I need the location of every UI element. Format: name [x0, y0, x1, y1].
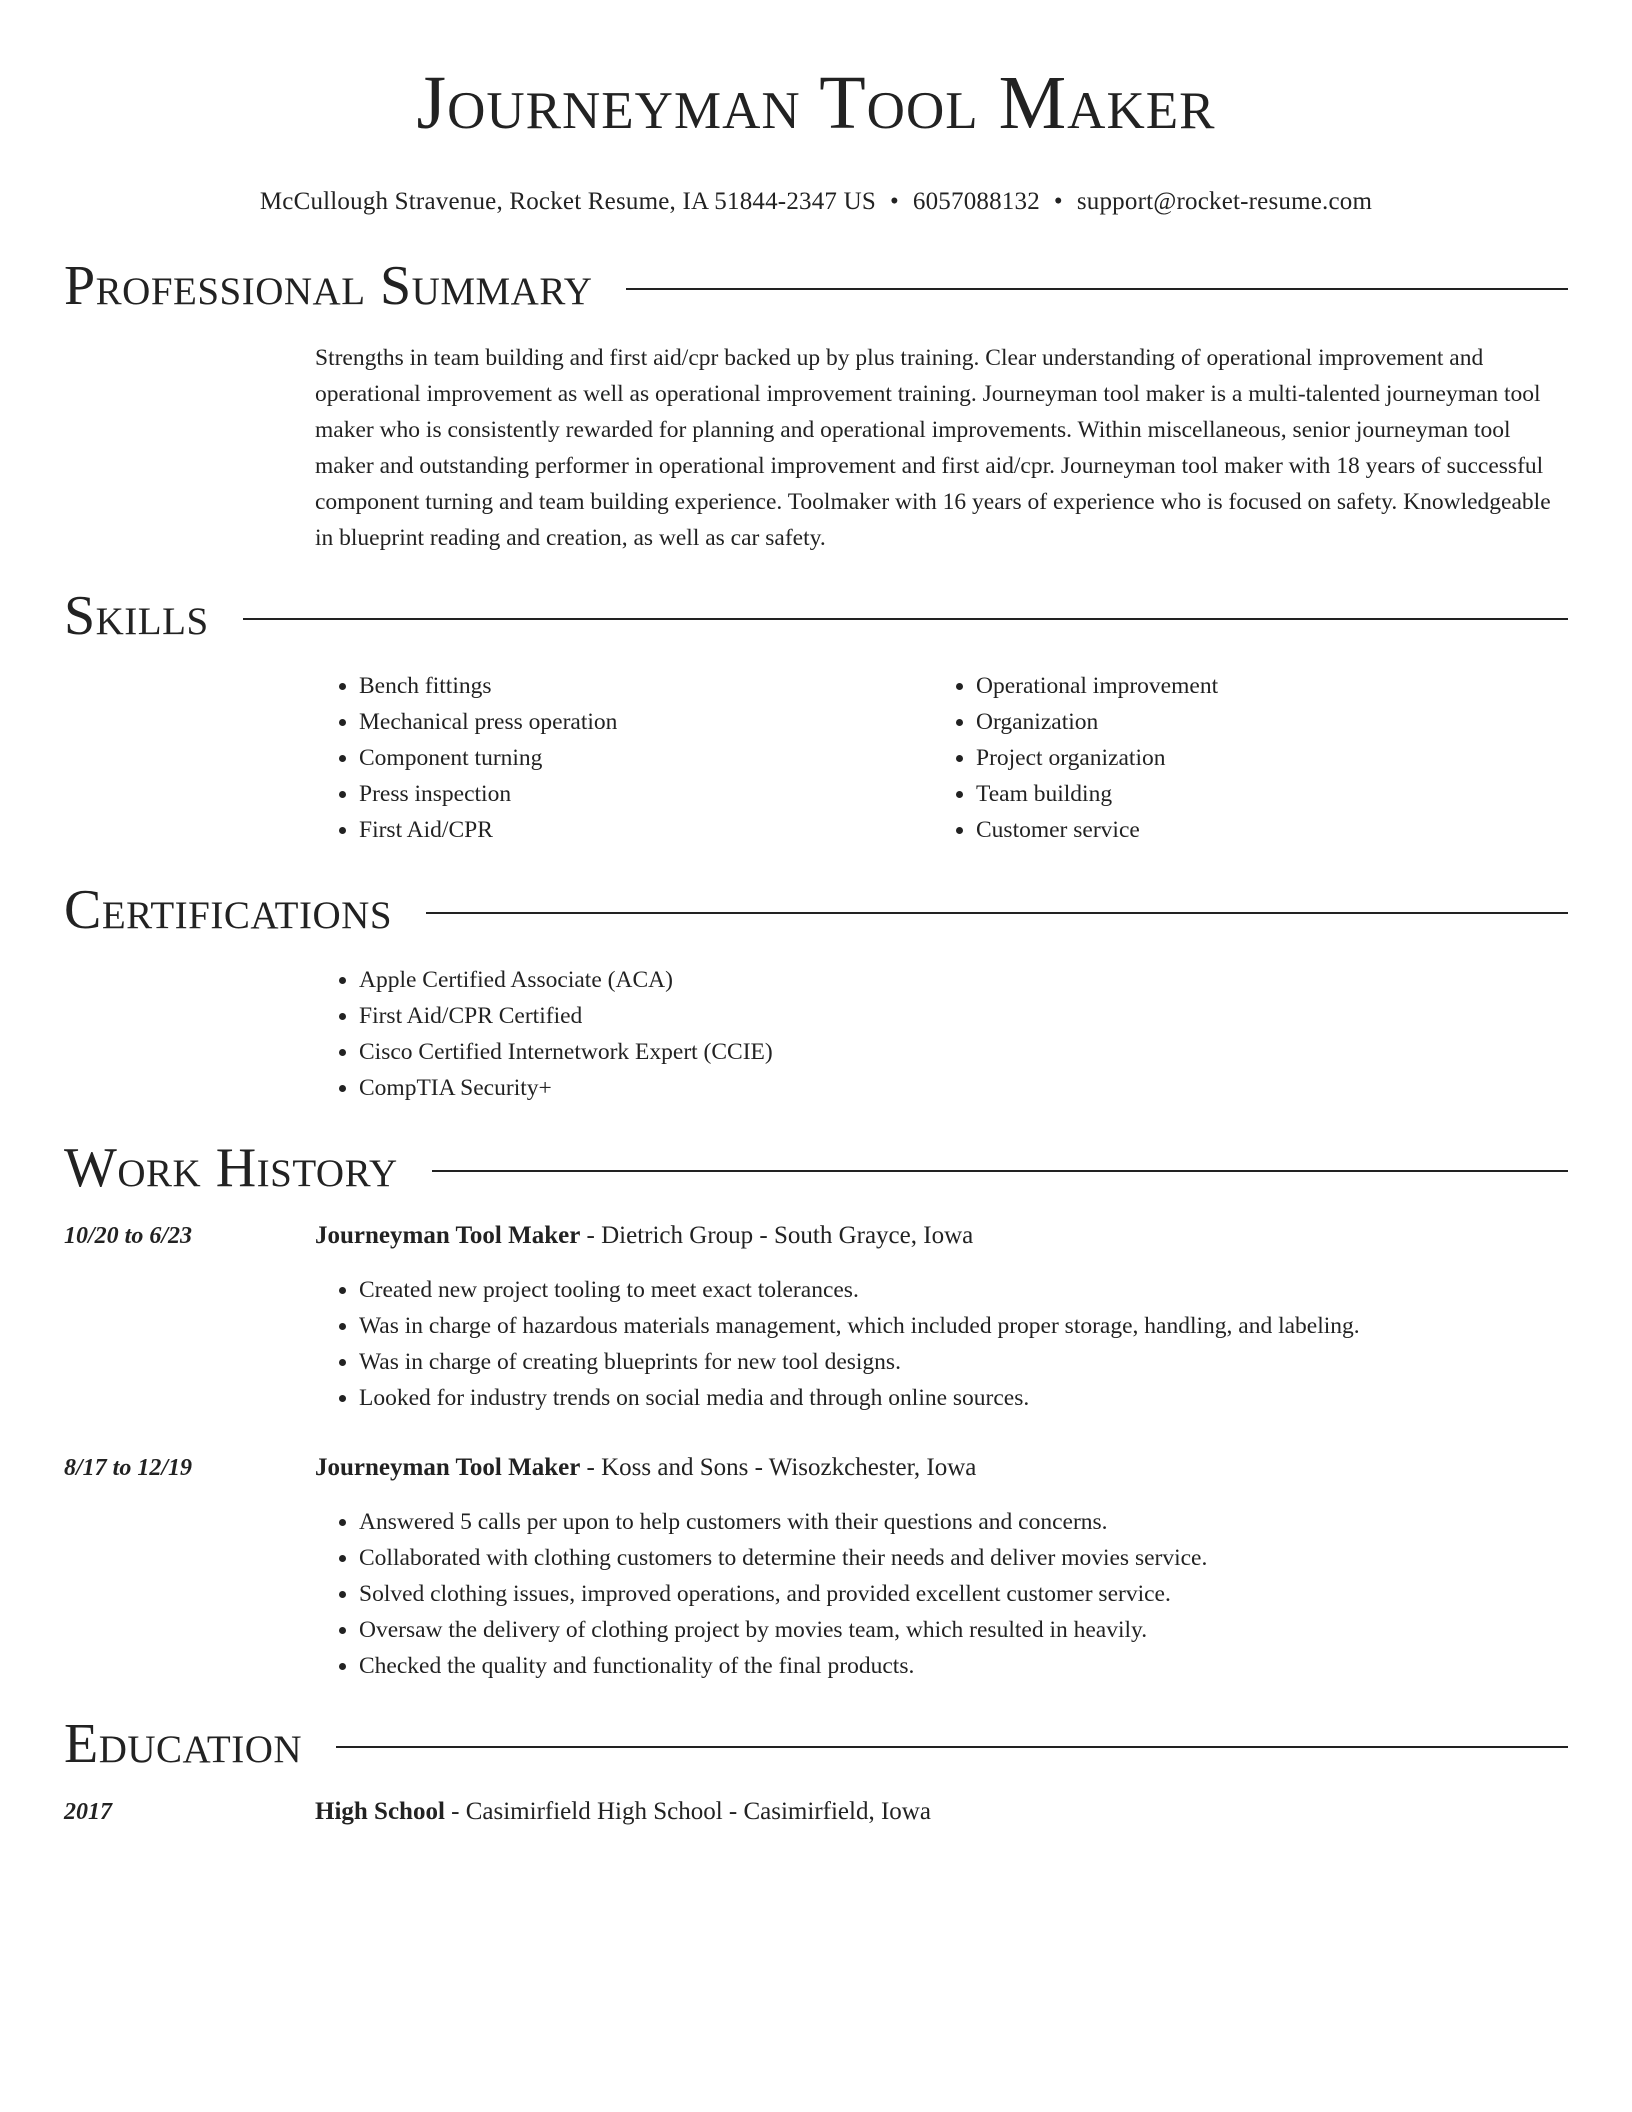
section-divider: [336, 1746, 1568, 1748]
job-header-row: [64, 1450, 1568, 1486]
job-bullet-list: [315, 1272, 1568, 1416]
job-bullet: • Was in charge of hazardous materials management, which included proper storage, handling, and labeling.: [359, 1308, 1568, 1344]
section-divider: [432, 1170, 1568, 1172]
skills-column-left: [315, 668, 932, 848]
skill-item: • Component turning: [359, 740, 932, 776]
certifications-bullets: [315, 962, 1568, 1106]
summary-text: Strengths in team building and first aid/cpr backed up by plus training. Clear understanding of operational improvement and operational improvement as well as operational improvement training. Journeyman tool maker is a multi-talented journeyman tool maker who is consistently rewarded for planning and operational improvements. Within miscellaneous, senior journeyman tool maker and outstanding performer in operational improvement and first aid/cpr. Journeyman tool maker with 18 years of successful component turning and team building experience. Toolmaker with 16 years of experience who is focused on safety. Knowledgeable in blueprint reading and creation, as well as car safety.: [315, 345, 1551, 551]
skills-list: [315, 668, 1568, 848]
job-bullet: • Was in charge of creating blueprints for new tool designs.: [359, 1344, 1568, 1380]
job-bullet: • Checked the quality and functionality of the final products.: [359, 1648, 1568, 1684]
education-row: [64, 1794, 1568, 1830]
skill-item: • Operational improvement: [976, 668, 1549, 704]
skill-item: • Organization: [976, 704, 1549, 740]
job-bullets: [315, 1272, 1568, 1416]
section-divider: [243, 618, 1568, 620]
skill-item: • Bench fittings: [359, 668, 932, 704]
contact-address: McCullough Stravenue, Rocket Resume, IA 51844-2347 US: [259, 188, 876, 215]
certifications-section-title: Certifications: [64, 879, 393, 941]
job-heading: [315, 1450, 976, 1486]
education-heading: [315, 1794, 931, 1830]
contact-phone: 6057088132: [912, 188, 1040, 215]
job-bullet: • Solved clothing issues, improved operations, and provided excellent customer service.: [359, 1576, 1568, 1612]
job-dates: 10/20 to 6/23: [64, 1223, 193, 1249]
skill-item: • Mechanical press operation: [359, 704, 932, 740]
education-degree: High School: [315, 1798, 445, 1825]
contact-separator: •: [1053, 188, 1063, 215]
job-header-row: [64, 1218, 1568, 1254]
contact-separator: •: [889, 188, 899, 215]
job-entry: [64, 1218, 1568, 1416]
job-bullet-list: [315, 1504, 1568, 1684]
job-bullet: • Looked for industry trends on social media and through online sources.: [359, 1380, 1568, 1416]
skill-item: • Customer service: [976, 812, 1549, 848]
resume-title: Journeyman Tool Maker: [416, 61, 1216, 145]
job-bullets: [315, 1504, 1568, 1684]
job-role: Journeyman Tool Maker: [315, 1222, 581, 1249]
certification-item: • Apple Certified Associate (ACA): [359, 962, 1568, 998]
skill-item: • Press inspection: [359, 776, 932, 812]
work-section-title: Work History: [64, 1137, 398, 1199]
skill-item: • Team building: [976, 776, 1549, 812]
summary-section-title: Professional Summary: [64, 255, 593, 317]
summary-section-header: [64, 254, 1568, 318]
job-bullet: • Collaborated with clothing customers to determine their needs and deliver movies service.: [359, 1540, 1568, 1576]
job-details: - Koss and Sons - Wisozkchester, Iowa: [580, 1454, 977, 1481]
job-heading: [315, 1218, 973, 1254]
section-divider: [626, 288, 1568, 290]
education-section-header: [64, 1712, 1568, 1776]
contact-line: [64, 186, 1568, 218]
job-bullet: • Oversaw the delivery of clothing project by movies team, which resulted in heavily.: [359, 1612, 1568, 1648]
skill-item: • First Aid/CPR: [359, 812, 932, 848]
skills-section-title: Skills: [64, 585, 209, 647]
job-dates: 8/17 to 12/19: [64, 1455, 193, 1481]
skills-section-header: [64, 584, 1568, 648]
job-bullet: • Created new project tooling to meet exact tolerances.: [359, 1272, 1568, 1308]
education-details: - Casimirfield High School - Casimirfield, Iowa: [444, 1798, 931, 1825]
job-role: Journeyman Tool Maker: [315, 1454, 581, 1481]
job-bullet: • Answered 5 calls per upon to help customers with their questions and concerns.: [359, 1504, 1568, 1540]
job-entry: [64, 1450, 1568, 1684]
skill-item: • Project organization: [976, 740, 1549, 776]
education-entry: [64, 1794, 1568, 1830]
education-year: 2017: [64, 1799, 112, 1825]
certification-item: • CompTIA Security+: [359, 1070, 1568, 1106]
certifications-section-header: [64, 878, 1568, 942]
contact-email: support@rocket-resume.com: [1076, 188, 1373, 215]
certification-item: • Cisco Certified Internetwork Expert (CCIE): [359, 1034, 1568, 1070]
job-details: - Dietrich Group - South Grayce, Iowa: [580, 1222, 974, 1249]
work-section-header: [64, 1136, 1568, 1200]
skills-column-right: [932, 668, 1549, 848]
section-divider: [426, 912, 1568, 914]
certification-item: • First Aid/CPR Certified: [359, 998, 1568, 1034]
certifications-list: [315, 962, 1568, 1106]
education-section-title: Education: [64, 1713, 303, 1775]
